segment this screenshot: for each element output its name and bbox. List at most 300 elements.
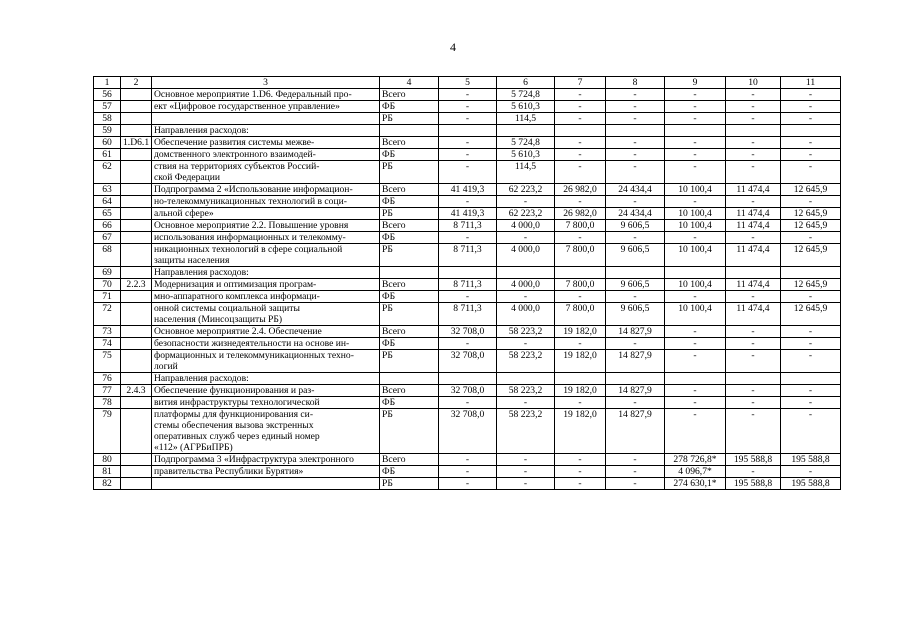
row-number: 69: [94, 267, 121, 279]
amount-cell: -: [497, 196, 555, 208]
row-description: [152, 125, 380, 137]
amount-cell: 12 645,9: [781, 244, 841, 267]
funding-source: РБ: [380, 208, 439, 220]
row-description: [152, 279, 380, 291]
amount-cell: -: [439, 454, 497, 466]
row-code: [121, 373, 152, 385]
amount-cell: 195 588,8: [726, 454, 781, 466]
description-line: онной системы социальной защиты: [154, 303, 300, 314]
row-code: [121, 291, 152, 303]
amount-cell: -: [497, 478, 555, 490]
amount-cell: [665, 373, 726, 385]
amount-cell: 7 800,0: [555, 303, 606, 326]
column-header: 4: [380, 77, 439, 89]
description-continuation: «112» (АГРБиПРБ): [154, 442, 233, 453]
row-number: 76: [94, 373, 121, 385]
amount-cell: -: [439, 149, 497, 161]
amount-cell: -: [781, 338, 841, 350]
row-code: [121, 232, 152, 244]
amount-cell: -: [606, 89, 665, 101]
row-description: [152, 409, 380, 454]
table-row: [94, 89, 841, 101]
row-number: 75: [94, 350, 121, 373]
amount-cell: -: [781, 291, 841, 303]
amount-cell: -: [439, 466, 497, 478]
table-row: [94, 373, 841, 385]
row-number: 62: [94, 161, 121, 184]
description-line: Обеспечение развития системы межве-: [154, 137, 315, 148]
row-description: [152, 385, 380, 397]
amount-cell: -: [555, 161, 606, 184]
description-line: никационных технологий в сфере социальной: [154, 244, 343, 255]
amount-cell: -: [665, 113, 726, 125]
funding-source: Всего: [380, 454, 439, 466]
amount-cell: -: [781, 113, 841, 125]
funding-source: Всего: [380, 279, 439, 291]
row-number: 70: [94, 279, 121, 291]
amount-cell: 58 223,2: [497, 385, 555, 397]
amount-cell: -: [439, 101, 497, 113]
row-code: 2.4.3: [121, 385, 152, 397]
amount-cell: 10 100,4: [665, 303, 726, 326]
row-number: 65: [94, 208, 121, 220]
amount-cell: -: [439, 161, 497, 184]
column-header: 8: [606, 77, 665, 89]
amount-cell: 24 434,4: [606, 184, 665, 196]
row-code: [121, 220, 152, 232]
amount-cell: -: [665, 137, 726, 149]
row-code: [121, 338, 152, 350]
row-description: [152, 478, 380, 490]
amount-cell: 58 223,2: [497, 409, 555, 454]
funding-source: ФБ: [380, 466, 439, 478]
description-continuation: ской Федерации: [154, 172, 221, 183]
amount-cell: 32 708,0: [439, 409, 497, 454]
description-line: Основное мероприятие 2.2. Повышение уровня: [154, 220, 349, 231]
description-line: правительства Республики Бурятия»: [154, 466, 304, 477]
amount-cell: -: [439, 291, 497, 303]
amount-cell: -: [555, 89, 606, 101]
amount-cell: 24 434,4: [606, 208, 665, 220]
description-line: Модернизация и оптимизация програм-: [154, 279, 317, 290]
row-description: [152, 454, 380, 466]
row-code: [121, 101, 152, 113]
funding-source: [380, 373, 439, 385]
amount-cell: [606, 267, 665, 279]
row-description: [152, 220, 380, 232]
amount-cell: -: [606, 466, 665, 478]
row-number: 58: [94, 113, 121, 125]
amount-cell: -: [781, 350, 841, 373]
description-line: Направления расходов:: [154, 125, 249, 136]
amount-cell: -: [555, 454, 606, 466]
amount-cell: -: [555, 149, 606, 161]
amount-cell: -: [726, 113, 781, 125]
amount-cell: -: [439, 478, 497, 490]
amount-cell: -: [781, 466, 841, 478]
amount-cell: -: [726, 137, 781, 149]
amount-cell: -: [781, 161, 841, 184]
row-code: 1.D6.1: [121, 137, 152, 149]
description-line: Направления расходов:: [154, 267, 249, 278]
row-code: [121, 125, 152, 137]
amount-cell: 9 606,5: [606, 303, 665, 326]
amount-cell: -: [555, 478, 606, 490]
description-line: платформы для функционирования си-: [154, 409, 314, 420]
amount-cell: -: [606, 149, 665, 161]
amount-cell: 14 827,9: [606, 409, 665, 454]
row-number: 82: [94, 478, 121, 490]
row-number: 71: [94, 291, 121, 303]
amount-cell: -: [555, 196, 606, 208]
amount-cell: [726, 267, 781, 279]
amount-cell: -: [555, 113, 606, 125]
description-line: использования информационных и телекомму-: [154, 232, 346, 243]
amount-cell: -: [606, 454, 665, 466]
row-code: [121, 196, 152, 208]
amount-cell: -: [606, 232, 665, 244]
funding-source: РБ: [380, 350, 439, 373]
amount-cell: [606, 373, 665, 385]
amount-cell: [497, 373, 555, 385]
amount-cell: -: [555, 101, 606, 113]
description-continuation: стемы обеспечения вызова экстренных: [154, 420, 314, 431]
amount-cell: 58 223,2: [497, 326, 555, 338]
amount-cell: -: [726, 466, 781, 478]
amount-cell: 19 182,0: [555, 350, 606, 373]
budget-table: [93, 76, 841, 490]
amount-cell: -: [555, 137, 606, 149]
row-description: [152, 113, 380, 125]
amount-cell: -: [726, 326, 781, 338]
amount-cell: 4 096,7*: [665, 466, 726, 478]
amount-cell: -: [497, 291, 555, 303]
amount-cell: -: [665, 149, 726, 161]
row-description: [152, 208, 380, 220]
row-number: 60: [94, 137, 121, 149]
amount-cell: -: [606, 397, 665, 409]
row-number: 56: [94, 89, 121, 101]
row-code: [121, 454, 152, 466]
amount-cell: -: [781, 137, 841, 149]
row-description: [152, 89, 380, 101]
table-row: [94, 101, 841, 113]
row-description: [152, 291, 380, 303]
description-line: формационных и телекоммуникационных техно-: [154, 350, 354, 361]
description-line: ствия на территориях субъектов Россий-: [154, 161, 320, 172]
description-continuation: защиты населения: [154, 255, 230, 266]
amount-cell: 11 474,4: [726, 184, 781, 196]
funding-source: РБ: [380, 409, 439, 454]
table-row: [94, 220, 841, 232]
amount-cell: 11 474,4: [726, 220, 781, 232]
amount-cell: 10 100,4: [665, 184, 726, 196]
description-line: но-телекоммуникационных технологий в соци-: [154, 196, 347, 207]
amount-cell: -: [439, 196, 497, 208]
row-description: [152, 267, 380, 279]
table-row: [94, 244, 841, 267]
row-description: [152, 196, 380, 208]
amount-cell: -: [781, 232, 841, 244]
amount-cell: 10 100,4: [665, 220, 726, 232]
amount-cell: -: [781, 326, 841, 338]
row-code: [121, 149, 152, 161]
amount-cell: -: [726, 101, 781, 113]
amount-cell: -: [726, 350, 781, 373]
table-row: [94, 326, 841, 338]
amount-cell: -: [665, 350, 726, 373]
description-line: домственного электронного взаимодей-: [154, 149, 316, 160]
funding-source: ФБ: [380, 397, 439, 409]
description-line: Основное мероприятие 2.4. Обеспечение: [154, 326, 322, 337]
amount-cell: -: [606, 338, 665, 350]
table-row: [94, 409, 841, 454]
amount-cell: 5 610,3: [497, 101, 555, 113]
amount-cell: -: [606, 101, 665, 113]
amount-cell: 8 711,3: [439, 244, 497, 267]
table-row: [94, 478, 841, 490]
row-description: [152, 466, 380, 478]
description-line: Подпрограмма 2 «Использование информацион-: [154, 184, 353, 195]
amount-cell: 4 000,0: [497, 303, 555, 326]
description-continuation: населения (Минсоцзащиты РБ): [154, 314, 283, 325]
funding-source: Всего: [380, 326, 439, 338]
amount-cell: -: [497, 338, 555, 350]
funding-source: РБ: [380, 161, 439, 184]
funding-source: ФБ: [380, 149, 439, 161]
funding-source: Всего: [380, 220, 439, 232]
row-code: [121, 397, 152, 409]
row-code: [121, 113, 152, 125]
table-row: [94, 303, 841, 326]
amount-cell: 11 474,4: [726, 279, 781, 291]
description-line: Обеспечение функционирования и раз-: [154, 385, 315, 396]
funding-source: Всего: [380, 385, 439, 397]
row-code: [121, 161, 152, 184]
page-number: 4: [450, 40, 456, 54]
row-description: [152, 137, 380, 149]
amount-cell: [781, 267, 841, 279]
amount-cell: 19 182,0: [555, 385, 606, 397]
row-code: [121, 326, 152, 338]
column-header: 2: [121, 77, 152, 89]
amount-cell: -: [665, 101, 726, 113]
description-line: Основное мероприятие 1.D6. Федеральный про-: [154, 89, 352, 100]
amount-cell: -: [726, 149, 781, 161]
row-number: 79: [94, 409, 121, 454]
column-header: 7: [555, 77, 606, 89]
row-description: [152, 350, 380, 373]
funding-source: РБ: [380, 113, 439, 125]
amount-cell: [439, 125, 497, 137]
amount-cell: 4 000,0: [497, 279, 555, 291]
funding-source: ФБ: [380, 196, 439, 208]
amount-cell: 9 606,5: [606, 279, 665, 291]
description-line: альной сфере»: [154, 208, 214, 219]
column-header: 6: [497, 77, 555, 89]
description-line: мно-аппаратного комплекса информаци-: [154, 291, 320, 302]
amount-cell: -: [497, 454, 555, 466]
description-line: Направления расходов:: [154, 373, 249, 384]
amount-cell: [606, 125, 665, 137]
row-code: [121, 184, 152, 196]
column-header: 10: [726, 77, 781, 89]
table-row: [94, 338, 841, 350]
amount-cell: 8 711,3: [439, 303, 497, 326]
amount-cell: -: [606, 478, 665, 490]
funding-source: [380, 125, 439, 137]
amount-cell: -: [781, 89, 841, 101]
amount-cell: 8 711,3: [439, 279, 497, 291]
amount-cell: 10 100,4: [665, 244, 726, 267]
table-row: [94, 350, 841, 373]
amount-cell: -: [665, 409, 726, 454]
amount-cell: -: [665, 291, 726, 303]
amount-cell: 9 606,5: [606, 220, 665, 232]
row-description: [152, 303, 380, 326]
table-row: [94, 184, 841, 196]
row-code: [121, 350, 152, 373]
row-number: 59: [94, 125, 121, 137]
amount-cell: -: [665, 89, 726, 101]
amount-cell: -: [665, 232, 726, 244]
table-row: [94, 267, 841, 279]
row-number: 67: [94, 232, 121, 244]
amount-cell: 195 588,8: [726, 478, 781, 490]
amount-cell: -: [781, 101, 841, 113]
amount-cell: 278 726,8*: [665, 454, 726, 466]
row-number: 57: [94, 101, 121, 113]
amount-cell: -: [665, 161, 726, 184]
amount-cell: -: [781, 385, 841, 397]
funding-source: Всего: [380, 184, 439, 196]
row-description: [152, 326, 380, 338]
table-row: [94, 397, 841, 409]
row-code: [121, 244, 152, 267]
column-header: 9: [665, 77, 726, 89]
funding-source: РБ: [380, 244, 439, 267]
amount-cell: [781, 125, 841, 137]
amount-cell: -: [665, 326, 726, 338]
row-number: 72: [94, 303, 121, 326]
amount-cell: 9 606,5: [606, 244, 665, 267]
amount-cell: -: [726, 161, 781, 184]
amount-cell: -: [497, 397, 555, 409]
amount-cell: 26 982,0: [555, 208, 606, 220]
funding-source: РБ: [380, 303, 439, 326]
table-row: [94, 149, 841, 161]
column-header: 3: [152, 77, 380, 89]
amount-cell: 11 474,4: [726, 303, 781, 326]
row-number: 78: [94, 397, 121, 409]
amount-cell: [555, 373, 606, 385]
amount-cell: 7 800,0: [555, 279, 606, 291]
amount-cell: [781, 373, 841, 385]
amount-cell: 7 800,0: [555, 220, 606, 232]
amount-cell: [665, 125, 726, 137]
amount-cell: -: [665, 397, 726, 409]
amount-cell: -: [606, 161, 665, 184]
row-description: [152, 397, 380, 409]
column-header: 1: [94, 77, 121, 89]
amount-cell: 10 100,4: [665, 208, 726, 220]
row-number: 77: [94, 385, 121, 397]
funding-source: Всего: [380, 137, 439, 149]
description-line: Подпрограмма 3 «Инфраструктура электронного: [154, 454, 354, 465]
funding-source: ФБ: [380, 232, 439, 244]
amount-cell: [555, 267, 606, 279]
description-continuation: логий: [154, 361, 178, 372]
row-code: [121, 208, 152, 220]
row-number: 73: [94, 326, 121, 338]
amount-cell: 7 800,0: [555, 244, 606, 267]
row-number: 74: [94, 338, 121, 350]
table-row: [94, 466, 841, 478]
table-row: [94, 125, 841, 137]
amount-cell: -: [606, 113, 665, 125]
table-row: [94, 137, 841, 149]
amount-cell: 4 000,0: [497, 244, 555, 267]
amount-cell: 32 708,0: [439, 385, 497, 397]
amount-cell: -: [439, 397, 497, 409]
amount-cell: -: [665, 338, 726, 350]
amount-cell: 14 827,9: [606, 326, 665, 338]
table-row: [94, 208, 841, 220]
amount-cell: -: [555, 338, 606, 350]
amount-cell: -: [497, 232, 555, 244]
amount-cell: 114,5: [497, 113, 555, 125]
amount-cell: 5 724,8: [497, 89, 555, 101]
description-line: ект «Цифровое государственное управление»: [154, 101, 340, 112]
amount-cell: -: [555, 397, 606, 409]
amount-cell: -: [497, 466, 555, 478]
amount-cell: 62 223,2: [497, 208, 555, 220]
amount-cell: 19 182,0: [555, 326, 606, 338]
amount-cell: 4 000,0: [497, 220, 555, 232]
row-number: 64: [94, 196, 121, 208]
amount-cell: -: [726, 385, 781, 397]
row-code: [121, 466, 152, 478]
row-code: [121, 89, 152, 101]
amount-cell: 195 588,8: [781, 454, 841, 466]
amount-cell: -: [665, 196, 726, 208]
row-number: 68: [94, 244, 121, 267]
row-description: [152, 161, 380, 184]
amount-cell: 62 223,2: [497, 184, 555, 196]
amount-cell: 12 645,9: [781, 279, 841, 291]
amount-cell: 41 419,3: [439, 208, 497, 220]
funding-source: ФБ: [380, 291, 439, 303]
row-number: 80: [94, 454, 121, 466]
amount-cell: 19 182,0: [555, 409, 606, 454]
amount-cell: 12 645,9: [781, 184, 841, 196]
row-description: [152, 338, 380, 350]
amount-cell: 195 588,8: [781, 478, 841, 490]
amount-cell: -: [726, 338, 781, 350]
row-code: [121, 409, 152, 454]
row-description: [152, 244, 380, 267]
amount-cell: -: [781, 397, 841, 409]
table-row: [94, 279, 841, 291]
row-description: [152, 101, 380, 113]
amount-cell: 11 474,4: [726, 244, 781, 267]
amount-cell: -: [726, 232, 781, 244]
amount-cell: 10 100,4: [665, 279, 726, 291]
row-description: [152, 373, 380, 385]
table-row: [94, 196, 841, 208]
funding-source: [380, 267, 439, 279]
row-number: 63: [94, 184, 121, 196]
